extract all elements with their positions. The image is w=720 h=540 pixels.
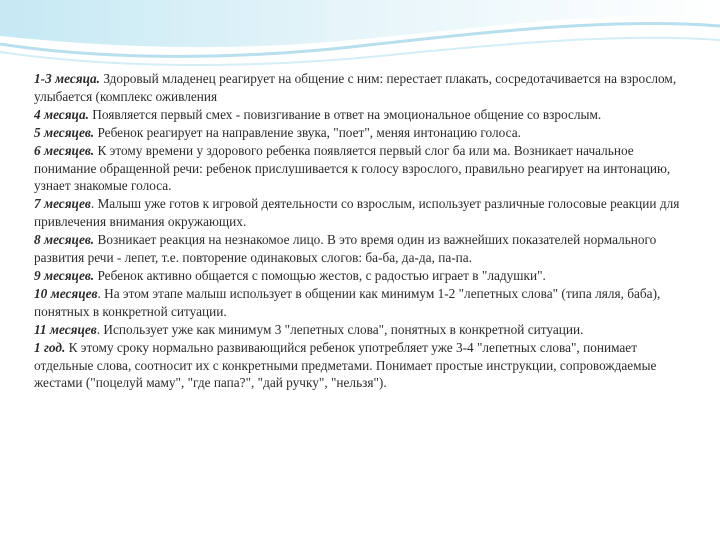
- milestone-description: Возникает реакция на незнакомое лицо. В это время один из важнейших показателей нормального развития речи - лепет, т.е. повторение одинаковых слогов: ба-ба, да-да, па-па.: [34, 232, 657, 266]
- milestone-7-months: [34, 195, 688, 231]
- age-label: 7 месяцев: [34, 196, 91, 212]
- milestone-5-months: [34, 124, 688, 142]
- milestone-11-months: [34, 321, 688, 339]
- age-label: 5 месяцев.: [34, 124, 95, 140]
- milestone-description: . На этом этапе малыш использует в общении как минимум 1-2 "лепетных слова" (типа ляля, баба), понятных в конкретной ситуации.: [34, 285, 661, 319]
- age-label: 6 месяцев.: [34, 142, 95, 158]
- milestone-description: К этому времени у здорового ребенка появляется первый слог ба или ма. Возникает начальное понимание обращенной речи: ребенок прислушивается к голосу взрослого, правильно реагирует на интонацию, узнает знакомые голоса.: [34, 142, 671, 194]
- milestone-description: . Использует уже как минимум 3 "лепетных слова", понятных в конкретной ситуации.: [96, 321, 584, 337]
- milestone-description: Ребенок реагирует на направление звука, "поет", меняя интонацию голоса.: [94, 124, 521, 140]
- age-label: 11 месяцев: [34, 321, 97, 337]
- age-label: 4 месяца.: [34, 106, 89, 122]
- milestone-1-year: [34, 339, 688, 393]
- milestone-6-months: [34, 142, 688, 196]
- age-label: 8 месяцев.: [34, 232, 95, 248]
- milestone-9-months: [34, 267, 688, 285]
- milestone-description: . Малыш уже готов к игровой деятельности со взрослым, использует различные голосовые реакции для привлечения внимания окружающих.: [34, 196, 680, 230]
- age-label: 9 месяцев.: [34, 267, 95, 283]
- age-label: 1-3 месяца.: [34, 71, 101, 86]
- milestone-8-months: [34, 231, 688, 267]
- milestones-text: [34, 70, 688, 392]
- milestone-description: Здоровый младенец реагирует на общение с ним: перестает плакать, сосредотачивается на взрослом, улыбается (комплекс оживления: [34, 71, 677, 104]
- age-label: 10 месяцев: [34, 285, 98, 301]
- milestone-10-months: [34, 285, 688, 321]
- milestone-4-months: [34, 106, 688, 124]
- milestone-description: К этому сроку нормально развивающийся ребенок употребляет уже 3-4 "лепетных слова", понимает отдельные слова, соотносит их с конкретными предметами. Понимает простые инструкции, сопровождаемые жестами ("поцелуй маму", "где папа?", "дай ручку", "нельзя").: [34, 339, 657, 391]
- milestone-1-3-months: [34, 70, 688, 106]
- milestone-description: Появляется первый смех - повизгивание в ответ на эмоциональное общение со взрослым.: [88, 106, 602, 122]
- milestone-description: Ребенок активно общается с помощью жестов, с радостью играет в "ладушки".: [94, 267, 546, 283]
- age-label: 1 год.: [34, 339, 66, 355]
